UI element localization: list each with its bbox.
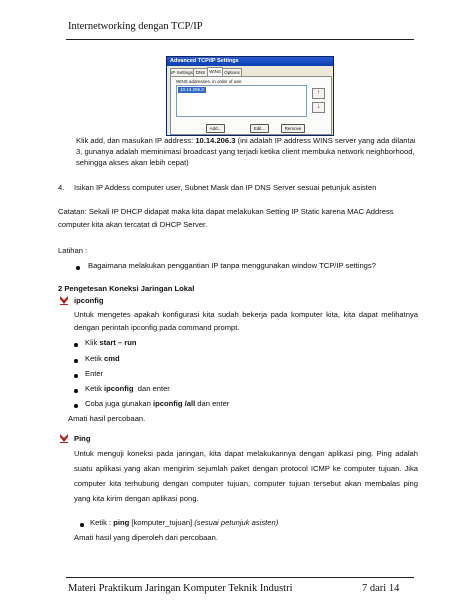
wins-panel — [170, 76, 332, 135]
ipconfig-step-4: Ketik ipconfig dan enter — [85, 384, 170, 393]
ipconfig-intro: Untuk mengetes apakah konfigurasi kita sudah bekerja pada komputer kita, kita dapat melihatnya dengan perintah ipconfig pada command prompt. — [74, 310, 418, 332]
wins-list-caption: WINS addresses, in order of use: — [176, 79, 243, 84]
dialog-title: Advanced TCP/IP Settings — [167, 57, 333, 66]
tab-ip-settings: IP Settings — [171, 70, 193, 75]
latihan-item: Bagaimana melakukan penggantian IP tanpa menggunakan window TCP/IP settings? — [88, 261, 376, 270]
page-number: 7 dari 14 — [362, 583, 400, 594]
add-button: Add... — [206, 124, 225, 133]
arrow-down-icon — [60, 434, 68, 443]
arrow-down-icon — [60, 296, 68, 305]
move-down-icon: ↓ — [312, 102, 325, 113]
latihan-heading: Latihan : — [58, 246, 88, 255]
ping-title: Ping — [74, 434, 91, 443]
note-paragraph: Catatan: Sekali IP DHCP didapat maka kita dapat melakukan Setting IP Static karena MAC Address computer kita akan tercatat di DHCP Server. — [58, 207, 394, 229]
advanced-tcpip-dialog-screenshot — [166, 56, 334, 136]
edit-button: Edit... — [250, 124, 269, 133]
tab-wins: WINS — [207, 67, 223, 76]
footer-left: Materi Praktikum Jaringan Komputer Teknik Industri — [68, 583, 293, 594]
bullet-icon — [76, 266, 80, 270]
step-4-text: Isikan IP Addess computer user, Subnet Mask dan IP DNS Server sesuai petunjuk asisten — [74, 183, 377, 192]
tab-options: Options — [222, 68, 242, 76]
ping-step: Ketik : ping [komputer_tujuan] (sesuai petunjuk asisten) — [90, 518, 279, 527]
remove-button: Remove — [281, 124, 305, 133]
wins-address-list — [176, 85, 307, 117]
ipconfig-step-3: Enter — [85, 369, 104, 378]
page-header: Internetworking dengan TCP/IP — [68, 21, 203, 32]
ping-after: Amati hasil yang diperoleh dari percobaan. — [74, 533, 218, 542]
wins-ip-address: 10.14.206.3 — [195, 136, 236, 145]
move-up-icon: ↑ — [312, 88, 325, 99]
bullet-icon — [74, 404, 78, 408]
header-rule — [66, 39, 414, 40]
tab-dns: DNS — [193, 68, 208, 76]
bullet-icon — [80, 523, 84, 527]
section-2-heading: 2 Pengetesan Koneksi Jaringan Lokal — [58, 284, 195, 293]
ipconfig-after: Amati hasil percobaan. — [68, 414, 146, 423]
bullet-icon — [74, 389, 78, 393]
ipconfig-step-2: Ketik cmd — [85, 354, 120, 363]
footer-rule — [66, 577, 414, 578]
bullet-icon — [74, 374, 78, 378]
ipconfig-title: ipconfig — [74, 296, 104, 305]
bullet-icon — [74, 343, 78, 347]
ipconfig-step-1: Klik start – run — [85, 338, 137, 347]
ipconfig-step-5: Coba juga gunakan ipconfig /all dan enter — [85, 399, 230, 408]
ping-paragraph: Untuk menguji koneksi pada jaringan, kita dapat melakukannya dengan aplikasi ping. Ping adalah suatu aplikasi yang akan mengirim sejumlah paket dengan protocol ICMP ke computer tujuan. Jika computer kita terhubung dengan computer tujuan, computer tujuan tersebut akan membalas ping yang kita kirim dengan aplikasi pong. — [74, 449, 418, 503]
bullet-icon — [74, 359, 78, 363]
step-number: 4. — [58, 183, 65, 192]
wins-address-item: 10.14.206.3 — [180, 87, 204, 92]
dialog-caption: Klik add, dan masukan IP address: 10.14.206.3 (ini adalah IP address WINS server yang ada dilantai 3, gunanya adalah meminimasi broadcast yang terjadi ketika client membuka network neighborhood, sehingga akses akan lebih cepat) — [76, 136, 416, 167]
